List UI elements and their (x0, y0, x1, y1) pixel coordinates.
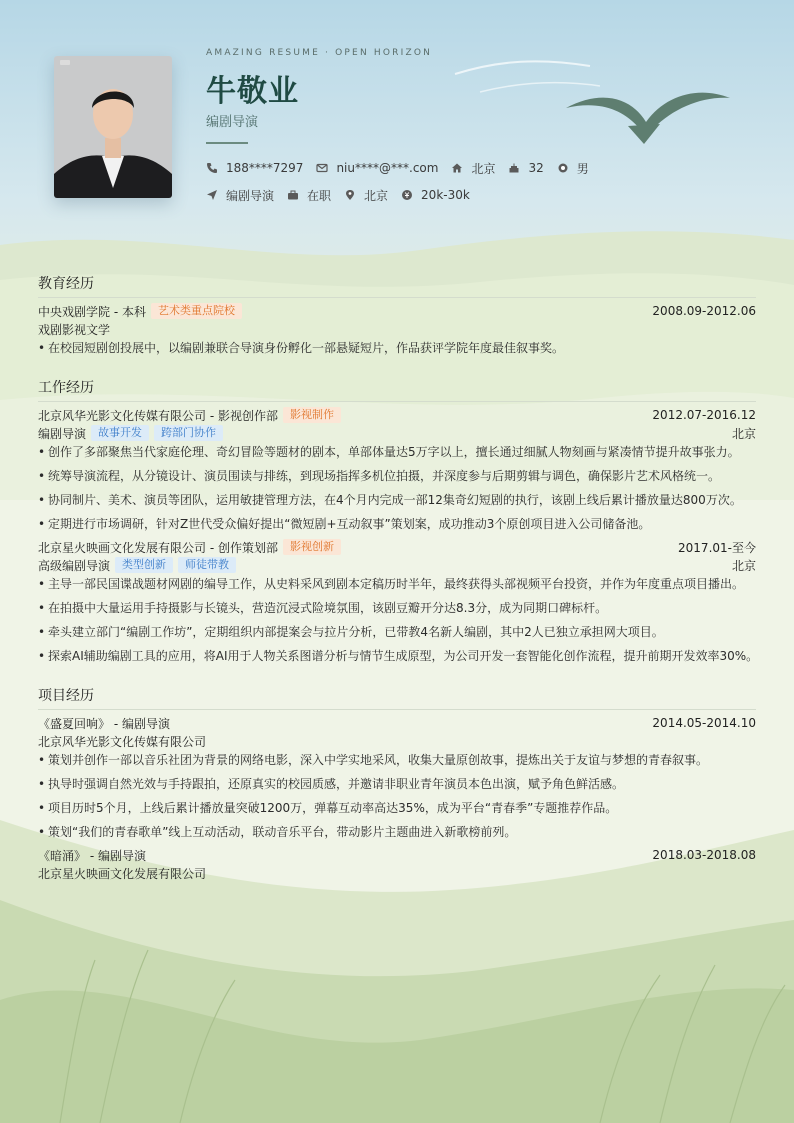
gender-icon (557, 162, 569, 174)
education-header (38, 302, 756, 320)
school-tag: 艺术类重点院校 (151, 303, 242, 319)
major-row (38, 320, 756, 338)
contact-row-1 (206, 159, 602, 177)
project-company-row (38, 732, 756, 750)
job-title: 编剧导演 (206, 115, 259, 130)
list-item: • 策划“我们的青春歌单”线上互动活动，联动音乐平台，带动影片主题曲进入新歌榜前列。 (38, 825, 517, 839)
list-item: • 探索AI辅助编剧工具的应用，将AI用于人物关系图谱分析与情节生成原型，为公司开发一套智能化创作流程，提升前期开发效率30%。 (38, 649, 759, 663)
company-tag: 影视创新 (283, 539, 341, 555)
project-name: 《暗涌》 - 编剧导演 (38, 848, 146, 863)
list-item: • 创作了多部聚焦当代家庭伦理、奇幻冒险等题材的剧本，单部体量达5万字以上，擅长通过细腻人物刻画与紧凑情节提升故事张力。 (38, 445, 740, 459)
contact-row-2 (206, 186, 483, 204)
project-date: 2014.05-2014.10 (652, 716, 756, 730)
title-underline (206, 142, 248, 144)
section-title-education: 教育经历 (38, 273, 756, 298)
salary-text: 20k-30k (421, 188, 470, 202)
phone-text: 188****7297 (226, 161, 304, 175)
work-header (38, 406, 756, 424)
role-tag: 故事开发 (91, 425, 149, 441)
age-text: 32 (528, 161, 544, 175)
list-item: • 牵头建立部门“编剧工作坊”，定期组织内部提案会与拉片分析，已带教4名新人编剧，其中2人已独立承担网大项目。 (38, 625, 664, 639)
company-tag: 影视制作 (283, 407, 341, 423)
phone-item (206, 161, 303, 175)
company-name: 北京星火映画文化发展有限公司 - 创作策划部 (38, 540, 278, 555)
project-date: 2018.03-2018.08 (652, 848, 756, 862)
target-job-text: 编剧导演 (226, 188, 275, 203)
role-tag: 师徒带教 (178, 557, 236, 573)
home-icon (451, 162, 463, 174)
role: 高级编剧导演 (38, 558, 111, 573)
project-company-row (38, 864, 756, 882)
briefcase-icon (287, 189, 299, 201)
list-item: • 在校园短剧创投展中，以编剧兼联合导演身份孵化一部悬疑短片，作品获评学院年度最佳叙事奖。 (38, 341, 565, 355)
role-tag: 类型创新 (115, 557, 173, 573)
list-item: • 定期进行市场调研，针对Z世代受众偏好提出“微短剧+互动叙事”策划案，成功推动3个原创项目进入公司储备池。 (38, 517, 651, 531)
target-job-item (206, 187, 274, 204)
list-item: • 策划并创作一部以音乐社团为背景的网络电影，深入中学实地采风，收集大量原创故事，提炼出关于友谊与梦想的青春叙事。 (38, 753, 709, 767)
money-icon (401, 189, 413, 201)
tagline: AMAZING RESUME · OPEN HORIZON (206, 48, 433, 58)
work-header (38, 538, 756, 556)
school-name: 中央戏剧学院 - 本科 (38, 304, 146, 319)
project-header (38, 714, 756, 732)
education-date: 2008.09-2012.06 (652, 304, 756, 318)
major: 戏剧影视文学 (38, 322, 111, 337)
project-name: 《盛夏回响》 - 编剧导演 (38, 716, 170, 731)
role-row (38, 424, 756, 442)
send-icon (206, 189, 218, 201)
list-item: • 统筹导演流程，从分镜设计、演员围读与排练，到现场指挥多机位拍摄，并深度参与后期剪辑与调色，确保影片艺术风格统一。 (38, 469, 721, 483)
project-company: 北京风华光影文化传媒有限公司 (38, 734, 207, 749)
location-text: 北京 (471, 161, 496, 176)
section-title-work: 工作经历 (38, 377, 756, 402)
phone-icon (206, 162, 218, 174)
gender-item (557, 160, 589, 177)
salary-item (401, 188, 470, 202)
email-icon (316, 162, 328, 174)
project-header (38, 846, 756, 864)
role-row (38, 556, 756, 574)
avatar (54, 56, 172, 198)
work-city: 北京 (731, 426, 756, 441)
status-item (287, 187, 331, 204)
target-city-item (344, 187, 388, 204)
age-item (508, 161, 543, 175)
list-item: • 项目历时5个月，上线后累计播放量突破1200万，弹幕互动率高达35%，成为平台“青春季”专题推荐作品。 (38, 801, 618, 815)
list-item: • 执导时强调自然光效与手持跟拍，还原真实的校园质感，并邀请非职业青年演员本色出演，赋予角色鲜活感。 (38, 777, 625, 791)
project-company: 北京星火映画文化发展有限公司 (38, 866, 207, 881)
role: 编剧导演 (38, 426, 87, 441)
company-name: 北京风华光影文化传媒有限公司 - 影视创作部 (38, 408, 278, 423)
candidate-name: 牛敬业 (206, 74, 299, 109)
section-title-projects: 项目经历 (38, 685, 756, 710)
status-text: 在职 (307, 188, 332, 203)
list-item: • 协同制片、美术、演员等团队，运用敏捷管理方法，在4个月内完成一部12集奇幻短剧的执行，该剧上线后累计播放量达800万次。 (38, 493, 742, 507)
work-date: 2017.01-至今 (678, 540, 756, 555)
work-city: 北京 (731, 558, 756, 573)
email-item (316, 161, 438, 175)
cake-icon (508, 162, 520, 174)
role-tag: 跨部门协作 (154, 425, 223, 441)
email-text: niu****@***.com (336, 161, 439, 175)
gender-text: 男 (576, 161, 589, 176)
location-item (451, 160, 495, 177)
work-date: 2012.07-2016.12 (652, 408, 756, 422)
list-item: • 主导一部民国谍战题材网剧的编导工作，从史料采风到剧本定稿历时半年，最终获得头部视频平台投资，并作为年度重点项目播出。 (38, 577, 745, 591)
list-item: • 在拍摄中大量运用手持摄影与长镜头，营造沉浸式险境氛围，该剧豆瓣开分达8.3分，成为同期口碑标杆。 (38, 601, 608, 615)
location-pin-icon (344, 189, 356, 201)
target-city-text: 北京 (364, 188, 389, 203)
